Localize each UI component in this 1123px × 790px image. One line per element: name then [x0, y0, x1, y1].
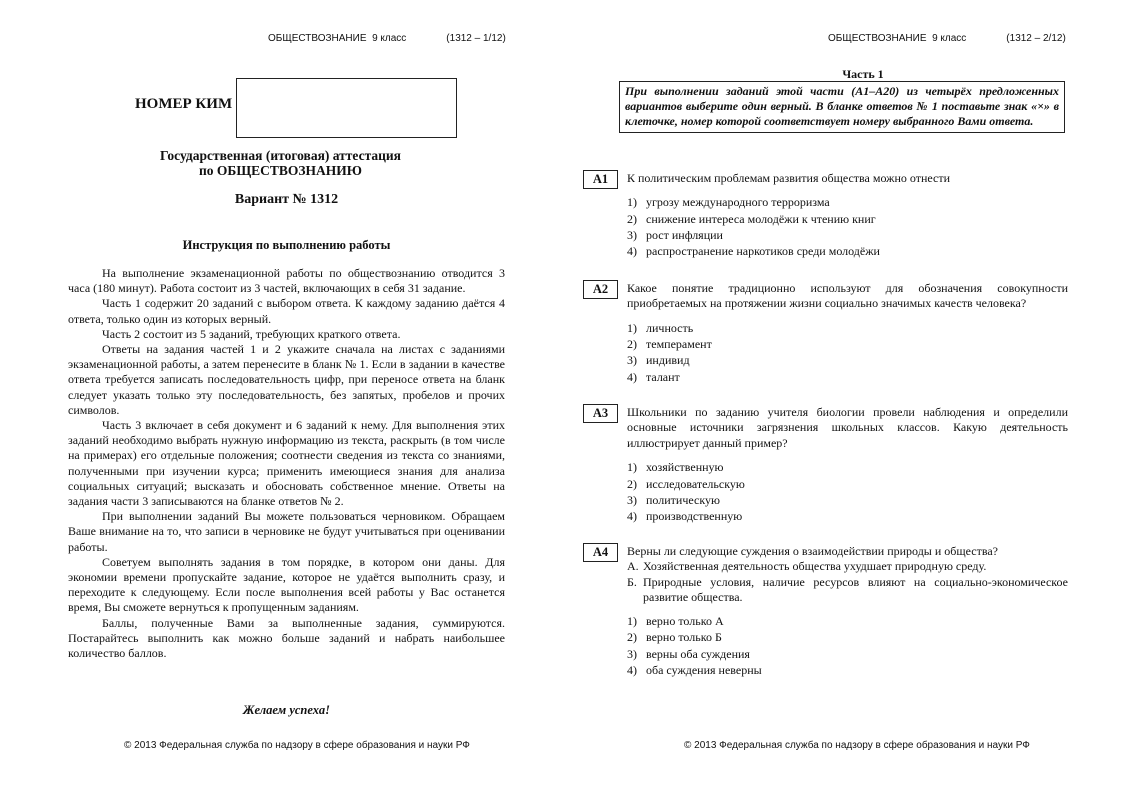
option-text: политическую	[646, 492, 720, 507]
question-number: А3	[583, 404, 618, 423]
header-subject: ОБЩЕСТВОЗНАНИЕ 9 класс	[828, 33, 967, 44]
answer-option[interactable]	[627, 492, 1068, 508]
option-text: исследовательскую	[646, 476, 745, 491]
kim-number-box	[236, 78, 457, 138]
answer-option[interactable]	[627, 194, 1068, 210]
answer-options	[627, 459, 1068, 524]
question-text: Какое понятие традиционно используют для обозначения совокупности приобретаемых на протяжении жизни социально значимых качеств человека?	[627, 281, 1068, 311]
exam-title-line-1: Государственная (итоговая) аттестация	[160, 148, 401, 163]
option-text: талант	[646, 369, 680, 384]
option-text: хозяйственную	[646, 460, 724, 475]
option-text: угрозу международного терроризма	[646, 195, 830, 210]
answer-option[interactable]	[627, 476, 1068, 492]
option-text: снижение интереса молодёжи к чтению книг	[646, 211, 876, 226]
exam-title-line-2: по ОБЩЕСТВОЗНАНИЮ	[199, 163, 362, 178]
instruction-paragraph: Ответы на задания частей 1 и 2 укажите сначала на листах с заданиями экзаменационной работы, а затем перенесите в бланк № 1. Если в задании в качестве ответа требуется записать последовательность цифр, при переносе ответа на бланк следует указать только эту последовательность, без запятых, пробелов и прочих символов.	[68, 342, 505, 417]
option-number: 4)	[627, 509, 637, 524]
question-a2	[583, 280, 1068, 385]
answer-option[interactable]	[627, 369, 1068, 385]
option-text: верны оба суждения	[646, 646, 750, 661]
option-text: рост инфляции	[646, 228, 723, 242]
page-footer: © 2013 Федеральная служба по надзору в сфере образования и науки РФ	[124, 740, 470, 751]
option-text: личность	[646, 320, 694, 335]
instruction-text	[68, 266, 505, 661]
answer-options	[627, 320, 1068, 385]
question-number: А1	[583, 170, 618, 189]
option-text: индивид	[646, 353, 690, 368]
page-header	[828, 33, 1066, 44]
variant-number: Вариант № 1312	[234, 192, 339, 207]
answer-option[interactable]	[627, 646, 1068, 662]
statement-text: Природные условия, наличие ресурсов влияют на социально-экономическое развитие общества.	[643, 574, 1068, 604]
question-number: А4	[583, 543, 618, 562]
instruction-paragraph: На выполнение экзаменационной работы по обществознанию отводится 3 часа (180 минут). Работа состоит из 3 частей, включающих в себя 31 задание.	[68, 266, 505, 296]
option-text: верно только А	[646, 614, 724, 629]
option-number: 2)	[627, 476, 637, 491]
statement-letter: Б.	[627, 574, 637, 589]
kim-number-label: НОМЕР КИМ	[135, 96, 233, 112]
answer-option[interactable]	[627, 336, 1068, 352]
question-text: К политическим проблемам развития общества можно отнести	[627, 171, 950, 185]
statement	[627, 559, 1068, 574]
option-number: 2)	[627, 630, 637, 645]
answer-option[interactable]	[627, 211, 1068, 227]
answer-option[interactable]	[627, 662, 1068, 678]
option-text: распространение наркотиков среди молодёжи	[646, 244, 880, 259]
left-page	[0, 0, 561, 790]
option-text: производственную	[646, 509, 743, 524]
answer-option[interactable]	[627, 629, 1068, 645]
answer-option[interactable]	[627, 352, 1068, 368]
answer-option[interactable]	[627, 459, 1068, 475]
answer-option[interactable]	[627, 613, 1068, 629]
part-title: Часть 1	[842, 67, 884, 81]
question-text: Школьники по заданию учителя биологии провели наблюдения и определили основные источники загрязнения школьных классов. Какую деятельность иллюстрирует данный пример?	[627, 405, 1068, 450]
option-number: 1)	[627, 320, 637, 335]
option-number: 4)	[627, 369, 637, 384]
question-text: Верны ли следующие суждения о взаимодействии природы и общества?	[627, 544, 998, 558]
part-instruction-box: При выполнении заданий этой части (А1–А20) из четырёх предложенных вариантов выберите один верный. В бланке ответов № 1 поставьте знак «×» в клеточке, номер которой соответствует номеру выбранного Вами ответа.	[619, 81, 1065, 133]
option-number: 1)	[627, 195, 637, 210]
answer-options	[627, 613, 1068, 678]
instruction-paragraph: Часть 2 состоит из 5 заданий, требующих краткого ответа.	[102, 326, 401, 341]
answer-option[interactable]	[627, 320, 1068, 336]
statement-letter: А.	[627, 559, 639, 574]
option-number: 3)	[627, 353, 637, 368]
right-page	[562, 0, 1123, 790]
option-number: 3)	[627, 228, 637, 242]
instruction-paragraph: Часть 3 включает в себя документ и 6 заданий к нему. Для выполнения этих заданий необходимо выбрать нужную информацию из текста, раскрыть (в том числе на примерах) его отдельные положения; соотнести сведения из текста со знаниями, полученными при изучении курса; применить имеющиеся знания для анализа социальных ситуаций; высказать и обосновать собственное мнение. Ответы на задания части 3 записываются на бланке ответов № 2.	[68, 418, 505, 509]
question-a3	[583, 404, 1068, 524]
answer-option[interactable]	[627, 227, 1068, 243]
option-text: верно только Б	[646, 630, 722, 645]
instruction-paragraph: При выполнении заданий Вы можете пользоваться черновиком. Обращаем Ваше внимание на то, что записи в черновике не будут учитываться при оценивании работы.	[68, 509, 505, 554]
page-footer: © 2013 Федеральная служба по надзору в сфере образования и науки РФ	[684, 740, 1030, 751]
statements	[627, 559, 1068, 605]
good-luck-wish: Желаем успеха!	[243, 703, 330, 717]
option-text: оба суждения неверны	[646, 662, 762, 677]
answer-option[interactable]	[627, 508, 1068, 524]
page-header	[268, 33, 506, 44]
header-page-code: (1312 – 2/12)	[1006, 33, 1066, 44]
option-number: 1)	[627, 460, 637, 475]
option-number: 4)	[627, 662, 637, 677]
instruction-paragraph: Советуем выполнять задания в том порядке, в котором они даны. Для экономии времени пропускайте задание, которое не удаётся выполнить сразу, и переходите к следующему. Если после выполнения всей работы у Вас останется время, Вы сможете вернуться к пропущенным заданиям.	[68, 554, 505, 615]
answer-option[interactable]	[627, 243, 1068, 259]
question-a1	[583, 170, 1068, 260]
option-number: 3)	[627, 492, 637, 507]
question-number: А2	[583, 280, 618, 299]
header-page-code: (1312 – 1/12)	[446, 33, 506, 44]
instruction-paragraph: Часть 1 содержит 20 заданий с выбором ответа. К каждому заданию даётся 4 ответа, только один из которых верный.	[68, 296, 505, 326]
option-number: 2)	[627, 211, 637, 226]
question-a4	[583, 543, 1068, 678]
option-text: темперамент	[646, 337, 712, 352]
option-number: 3)	[627, 646, 637, 661]
header-subject: ОБЩЕСТВОЗНАНИЕ 9 класс	[268, 33, 407, 44]
option-number: 1)	[627, 614, 637, 629]
statement-text: Хозяйственная деятельность общества ухудшает природную среду.	[643, 559, 987, 574]
option-number: 2)	[627, 337, 637, 352]
statement	[627, 575, 1068, 605]
instruction-title: Инструкция по выполнению работы	[182, 238, 391, 252]
instruction-paragraph: Баллы, полученные Вами за выполненные задания, суммируются. Постарайтесь выполнить как можно больше заданий и набрать наибольшее количество баллов.	[68, 615, 505, 661]
answer-options	[627, 194, 1068, 259]
option-number: 4)	[627, 244, 637, 259]
